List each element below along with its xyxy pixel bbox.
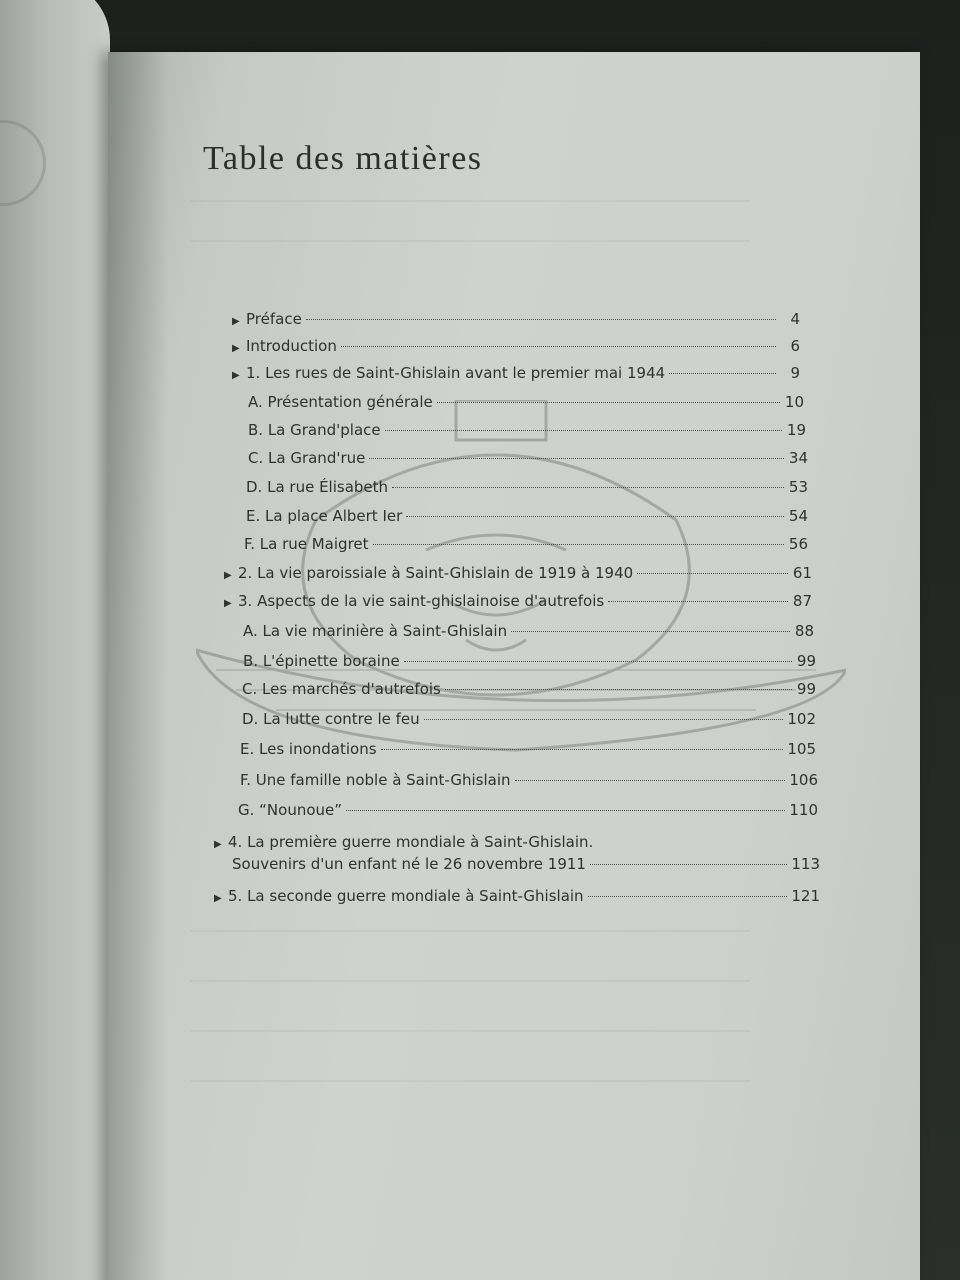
toc-entry-label: D. La lutte contre le feu (242, 710, 420, 728)
toc-entry (248, 447, 808, 469)
toc-page-number: 9 (790, 364, 800, 382)
toc-entry-label: 3. Aspects de la vie saint-ghislainoise d'autrefois (238, 592, 605, 610)
toc-entry (243, 650, 816, 672)
toc-entry-label: G. “Nounoue” (238, 801, 343, 819)
page-title: Table des matières (203, 140, 483, 177)
toc-entry-label: C. Les marchés d'autrefois (242, 680, 441, 698)
toc-entry-label: Souvenirs d'un enfant né le 26 novembre 1911 (232, 855, 586, 873)
dot-leader (588, 896, 788, 897)
toc-page-number: 99 (796, 680, 816, 698)
toc-entry-label: A. La vie marinière à Saint-Ghislain (243, 622, 508, 640)
toc-entry (246, 505, 808, 527)
toc-entry-label: F. La rue Maigret (244, 535, 369, 553)
dot-leader (392, 487, 784, 488)
dot-leader (373, 544, 784, 545)
dot-leader (406, 516, 784, 517)
toc-entry (244, 533, 808, 555)
dot-leader (369, 458, 784, 459)
dot-leader (637, 573, 788, 574)
dot-leader (437, 402, 780, 403)
toc-page-number: 4 (790, 310, 800, 328)
toc-entry (246, 476, 808, 498)
dot-leader (381, 749, 784, 750)
toc-entry-label: D. La rue Élisabeth (246, 478, 389, 496)
toc-page-number: 113 (791, 855, 820, 873)
triangle-bullet-icon: ▶ (214, 839, 222, 850)
toc-page-number: 87 (792, 592, 812, 610)
toc-entry-label: 4. La première guerre mondiale à Saint-Ghislain. (228, 833, 594, 851)
toc-page-number: 102 (787, 710, 816, 728)
toc-entry (232, 853, 820, 875)
toc-page-number: 19 (786, 421, 806, 439)
toc-entry (240, 738, 816, 760)
triangle-bullet-icon: ▶ (232, 370, 240, 381)
toc-page-number: 61 (792, 564, 812, 582)
toc-page-number: 6 (790, 337, 800, 355)
toc-page-number: 110 (789, 801, 818, 819)
dot-leader (511, 631, 790, 632)
toc-entry (214, 831, 818, 853)
dot-leader (385, 430, 782, 431)
toc-page-number: 34 (788, 449, 808, 467)
toc-page-number: 121 (791, 887, 820, 905)
toc-entry-label: Introduction (246, 337, 337, 355)
toc-entry-label: 1. Les rues de Saint-Ghislain avant le premier mai 1944 (246, 364, 666, 382)
toc-page-number: 53 (788, 478, 808, 496)
toc-page-number: 88 (794, 622, 814, 640)
dot-leader (445, 689, 792, 690)
toc-page-number: 10 (784, 393, 804, 411)
toc-page-number: 99 (796, 652, 816, 670)
toc-entry-label: 5. La seconde guerre mondiale à Saint-Ghislain (228, 887, 584, 905)
toc-entry (243, 620, 814, 642)
toc-entry-label: A. Présentation générale (248, 393, 433, 411)
toc-entry (224, 562, 812, 584)
toc-entry (240, 769, 818, 791)
dot-leader (590, 864, 787, 865)
toc-page-number: 105 (787, 740, 816, 758)
toc-entry-label: C. La Grand'rue (248, 449, 366, 467)
toc-entry-label: 2. La vie paroissiale à Saint-Ghislain de 1919 à 1940 (238, 564, 634, 582)
toc-entry (248, 391, 804, 413)
toc-entry-label: F. Une famille noble à Saint-Ghislain (240, 771, 511, 789)
toc-entry-label: Préface (246, 310, 302, 328)
toc-page-number: 56 (788, 535, 808, 553)
toc-entry-label: E. La place Albert Ier (246, 507, 403, 525)
toc-entry (214, 885, 820, 907)
dot-leader (608, 601, 788, 602)
toc-entry (248, 419, 806, 441)
toc-entry-label: B. L'épinette boraine (243, 652, 400, 670)
dot-leader (341, 346, 776, 347)
toc-entry (242, 678, 816, 700)
toc-entry-label: B. La Grand'place (248, 421, 381, 439)
triangle-bullet-icon: ▶ (224, 570, 232, 581)
triangle-bullet-icon: ▶ (214, 893, 222, 904)
toc-entry (242, 708, 816, 730)
dot-leader (404, 661, 792, 662)
triangle-bullet-icon: ▶ (224, 598, 232, 609)
toc-entry (232, 362, 800, 384)
dot-leader (306, 319, 776, 320)
toc-entry (238, 799, 818, 821)
toc-page-number: 54 (788, 507, 808, 525)
toc-entry-label: E. Les inondations (240, 740, 377, 758)
dot-leader (424, 719, 784, 720)
toc-page-number: 106 (789, 771, 818, 789)
dot-leader (346, 810, 785, 811)
toc-entry (224, 590, 812, 612)
triangle-bullet-icon: ▶ (232, 316, 240, 327)
dot-leader (515, 780, 786, 781)
dot-leader (669, 373, 776, 374)
triangle-bullet-icon: ▶ (232, 343, 240, 354)
toc-entry (232, 335, 800, 357)
toc-entry (232, 308, 800, 330)
